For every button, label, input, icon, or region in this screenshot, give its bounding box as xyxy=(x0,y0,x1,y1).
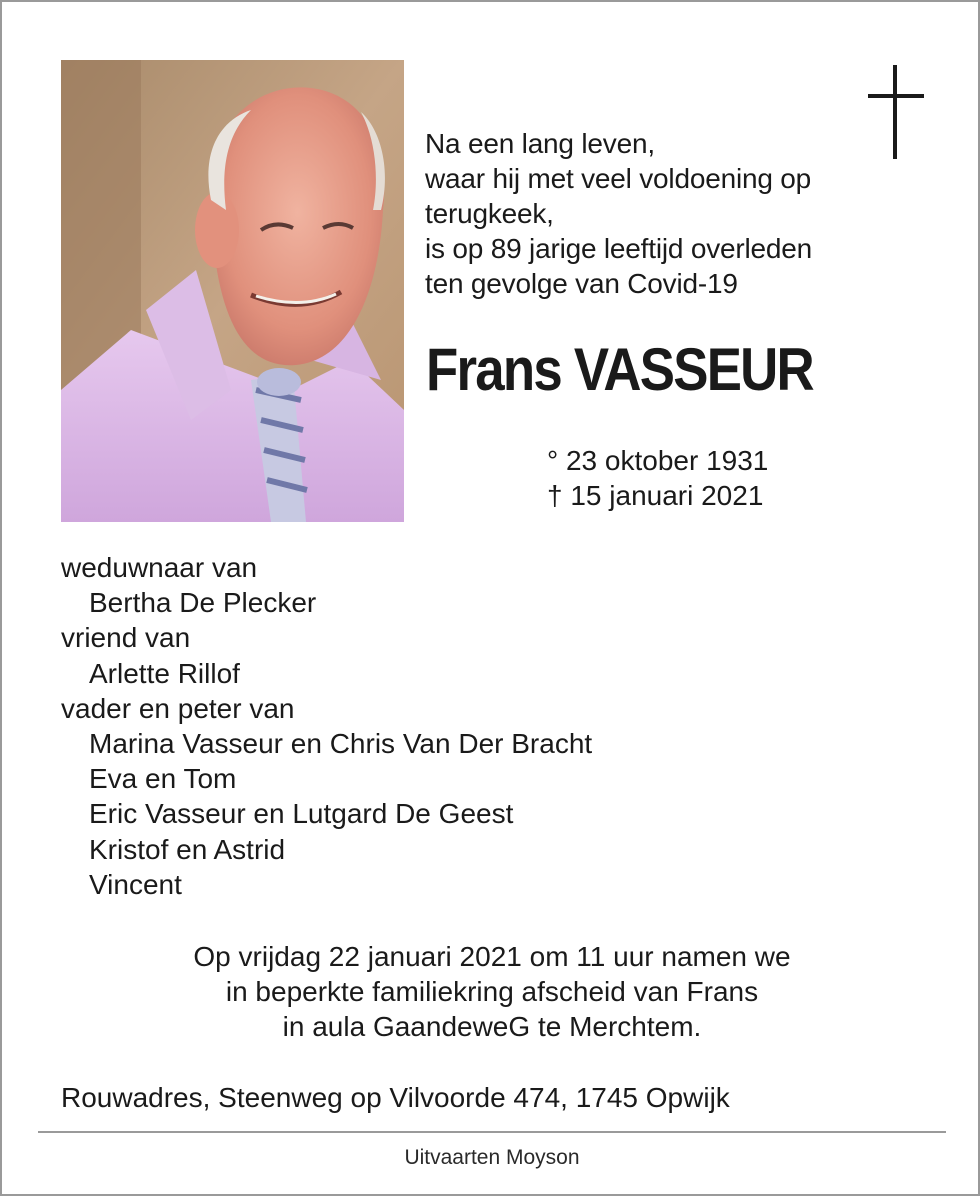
relation-label: weduwnaar van xyxy=(61,552,258,583)
birth-date: ° 23 oktober 1931 xyxy=(547,445,769,476)
relation-label: vader en peter van xyxy=(61,692,295,724)
relation-member: Bertha De Plecker xyxy=(89,587,317,619)
ceremony-line: in aula GaandeweG te Merchtem. xyxy=(282,1011,702,1042)
footer-divider xyxy=(38,1131,946,1133)
ceremony-line: in beperkte familiekring afscheid van Frans xyxy=(225,976,759,1007)
relation-label: vriend van xyxy=(61,622,191,654)
deceased-name: Frans VASSEUR xyxy=(426,336,813,403)
undertaker-name: Uitvaarten Moyson xyxy=(404,1146,580,1169)
relation-member: Eric Vasseur en Lutgard De Geest xyxy=(89,798,514,830)
intro-line: waar hij met veel voldoening op xyxy=(425,163,812,194)
ceremony-text xyxy=(2,939,980,1044)
relation-member: Marina Vasseur en Chris Van Der Bracht xyxy=(89,728,593,760)
life-dates xyxy=(547,443,768,513)
intro-line: Na een lang leven, xyxy=(425,128,655,159)
ceremony-line: Op vrijdag 22 januari 2021 om 11 uur namen we xyxy=(193,941,791,972)
relation-member: Eva en Tom xyxy=(89,763,237,795)
relation-member: Arlette Rillof xyxy=(89,657,240,689)
portrait-photo xyxy=(61,60,404,522)
cross-icon xyxy=(868,65,924,159)
mourning-address: Rouwadres, Steenweg op Vilvoorde 474, 1745 Opwijk xyxy=(61,1082,730,1113)
relation-member: Vincent xyxy=(89,868,182,900)
intro-text xyxy=(425,126,875,301)
intro-line: ten gevolge van Covid-19 xyxy=(425,268,738,299)
relations-list xyxy=(61,550,592,902)
intro-line: is op 89 jarige leeftijd overleden xyxy=(425,233,813,264)
death-date: † 15 januari 2021 xyxy=(547,480,764,511)
relation-member: Kristof en Astrid xyxy=(89,833,286,865)
intro-line: terugkeek, xyxy=(425,198,554,229)
